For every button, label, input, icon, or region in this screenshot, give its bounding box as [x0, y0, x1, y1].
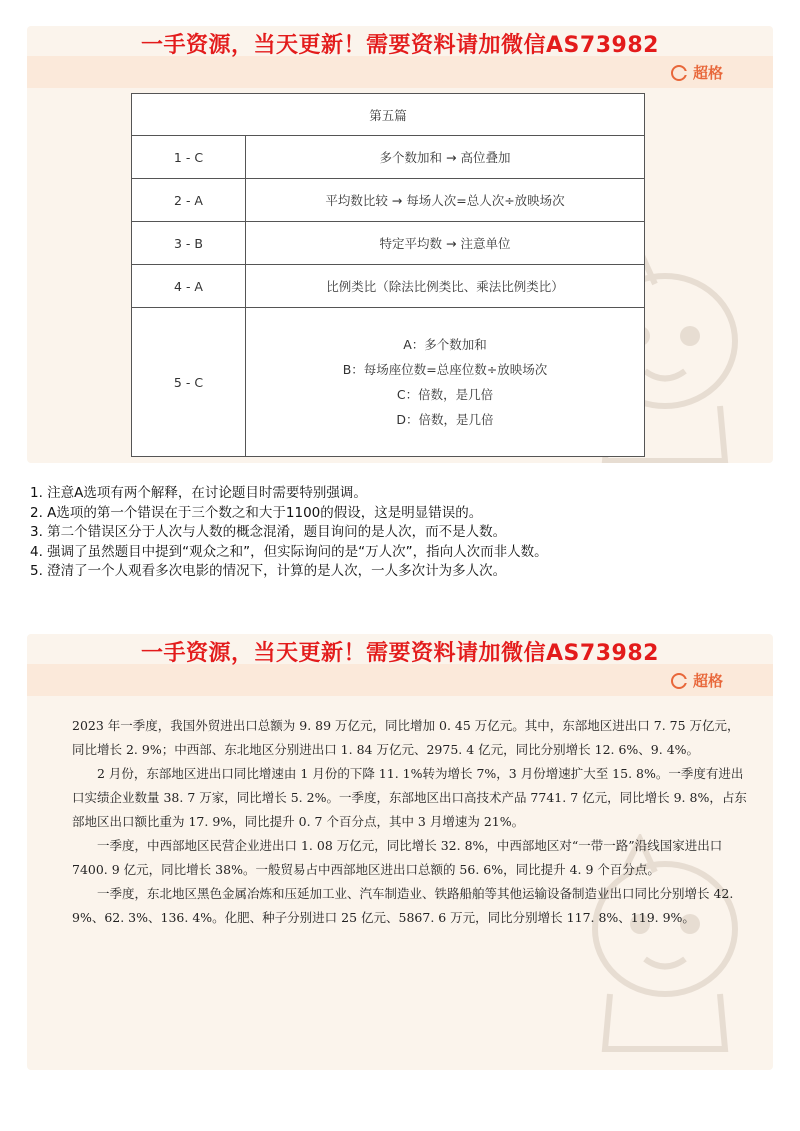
table-row: [132, 136, 645, 179]
answer-key: 3 - B: [132, 222, 246, 265]
brand-strip: [27, 56, 773, 88]
brand-name: 超格: [692, 64, 723, 82]
brand-logo-icon: [671, 673, 687, 689]
answer-key: 2 - A: [132, 179, 246, 222]
answer-value: 比例类比（除法比例类比、乘法比例类比）: [246, 265, 645, 308]
answer-key: 4 - A: [132, 265, 246, 308]
answer-value-multi: [246, 308, 645, 457]
table-row: [132, 265, 645, 308]
answer-table: [131, 93, 645, 457]
brand: [671, 670, 723, 691]
brand-logo-icon: [671, 65, 687, 81]
brand-name: 超格: [692, 672, 723, 690]
table-header-row: [132, 94, 645, 136]
passage-paragraph: 一季度，东北地区黑色金属冶炼和压延加工业、汽车制造业、铁路船舶等其他运输设备制造业出口同比分别增长 42. 9%、62. 3%、136. 4%。化肥、种子分别进口 25 亿元、5867. 6 万元，同比分别增长 117. 8%、119. 9%。: [72, 886, 734, 925]
answer-value: 多个数加和 → 高位叠加: [246, 136, 645, 179]
answer-line: D：倍数，是几倍: [396, 412, 494, 427]
passage-paragraph: 一季度，中西部地区民营企业进出口 1. 08 万亿元，同比增长 32. 8%，中西部地区对“一带一路”沿线国家进出口 7400. 9 亿元，同比增长 38%。一般贸易占中西部地区进出口总额的 56. 6%，同比提升 4. 9 个百分点。: [72, 838, 723, 877]
note-item: 3. 第二个错误区分于人次与人数的概念混淆，题目询问的是人次，而不是人数。: [30, 524, 507, 540]
answer-line: C：倍数，是几倍: [396, 387, 494, 402]
brand-strip: [27, 664, 773, 696]
note-item: 5. 澄清了一个人观看多次电影的情况下，计算的是人次，一人多次计为多人次。: [30, 563, 507, 579]
answer-key: 1 - C: [132, 136, 246, 179]
table-row: [132, 179, 645, 222]
table-row: [132, 222, 645, 265]
note-item: 1. 注意A选项有两个解释，在讨论题目时需要特别强调。: [30, 485, 367, 501]
note-item: 2. A选项的第一个错误在于三个数之和大于1100的假设，这是明显错误的。: [30, 504, 483, 521]
banner-bottom: 一手资源，当天更新！需要资料请加微信AS73982: [141, 641, 659, 666]
answer-line: B：每场座位数=总座位数÷放映场次: [342, 362, 548, 377]
answer-line: A：多个数加和: [403, 337, 487, 352]
table-title: 第五篇: [132, 94, 645, 136]
brand: [671, 62, 723, 83]
passage-paragraph: 2023 年一季度，我国外贸进出口总额为 9. 89 万亿元，同比增加 0. 45 万亿元。其中，东部地区进出口 7. 75 万亿元，同比增长 2. 9%；中西部、东北地区分别进出口 1. 84 万亿元、2975. 4 亿元，同比分别增长 12. 6%、9. 4%。: [72, 718, 740, 757]
answer-value: 平均数比较 → 每场人次=总人次÷放映场次: [246, 179, 645, 222]
passage: [72, 714, 748, 930]
table-row: [132, 308, 645, 457]
note-item: 4. 强调了虽然题目中提到“观众之和”，但实际询问的是“万人次”，指向人次而非人数。: [30, 543, 548, 560]
notes-list: [30, 484, 770, 582]
banner-top: 一手资源，当天更新！需要资料请加微信AS73982: [141, 33, 659, 58]
answer-value: 特定平均数 → 注意单位: [246, 222, 645, 265]
passage-paragraph: 2 月份，东部地区进出口同比增速由 1 月份的下降 11. 1%转为增长 7%，3 月份增速扩大至 15. 8%。一季度有进出口实绩企业数量 38. 7 万家，同比增长 5. 2%。一季度，东部地区出口高技术产品 7741. 7 亿元，同比增长 9. 8%，占东部地区出口额比重为 17. 9%，同比提升 0. 7 个百分点，其中 3 月增速为 21%。: [72, 766, 747, 829]
answer-key: 5 - C: [132, 308, 246, 457]
